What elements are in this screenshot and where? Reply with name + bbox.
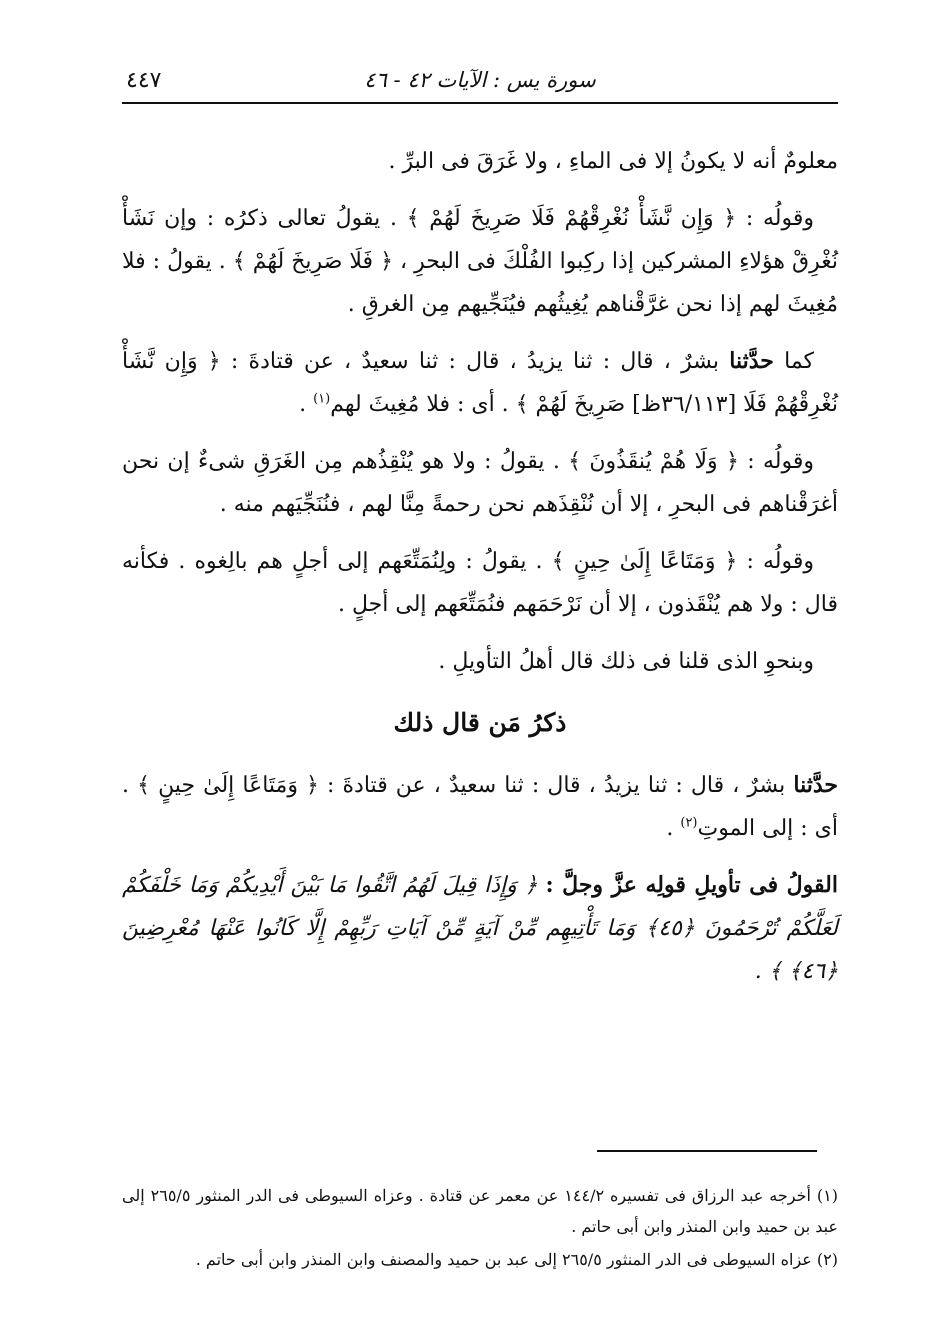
paragraph-1: معلومٌ أنه لا يكونُ إلا فى الماءِ ، ولا غَرَقَ فى البرِّ .: [388, 149, 838, 174]
paragraph-8: [122, 864, 838, 993]
main-text: [122, 140, 838, 1007]
running-header: [122, 62, 838, 104]
paragraph-2: وقولُه : ﴿ وَإِن نَّشَأْ نُغْرِقْهُمْ فَلَا صَرِيخَ لَهُمْ ﴾ . يقولُ تعالى ذكرُه : وإن نَشَأْ نُغْرِقْ هؤلاءِ المشركين إذا ركِبوا الفُلْكَ فى البحرِ ، ﴿ فَلَا صَرِيخَ لَهُمْ ﴾ . يقولُ : فلا مُغِيثَ لهم إذا نحن غرَّقْناهم يُغِيثُهم فيُنَجِّيهم مِن الغرقِ .: [122, 206, 838, 317]
paragraph-6: وبنحوِ الذى قلنا فى ذلك قال أهلُ التأويلِ .: [438, 649, 814, 674]
footnote-ref-1[interactable]: (١): [313, 391, 331, 407]
surah-title: سورة يس : الآيات ٤٢ - ٤٦: [364, 68, 596, 92]
section-heading: ذكرُ مَن قال ذلك: [393, 708, 567, 737]
footnote-divider: [597, 1150, 817, 1152]
footnotes: [122, 1180, 838, 1277]
paragraph-7-end: .: [666, 816, 681, 841]
paragraph-7-narration-bold: حدَّثنا: [793, 772, 838, 798]
paragraph-8-heading-bold: القولُ فى تأويلِ قولِه عزَّ وجلَّ :: [545, 872, 838, 898]
paragraph-7: [122, 764, 838, 850]
page-number: ٤٤٧: [126, 68, 162, 93]
footnote-1: (١) أخرجه عبد الرزاق فى تفسيره ١٤٤/٢ عن معمر عن قتادة . وعزاه السيوطى فى الدر المنثور ٢٦٥/٥ إلى عبد بن حميد وابن المنذر وابن أبى حاتم .: [122, 1186, 838, 1236]
paragraph-5: وقولُه : ﴿ وَمَتَاعًا إِلَىٰ حِينٍ ﴾ . يقولُ : ولِنُمَتِّعَهم إلى أجلٍ هم بالِغوه . فكأنه قال : ولا هم يُنْقَذون ، إلا أن نَرْحَمَهم فنُمَتِّعَهم إلى أجلٍ .: [122, 549, 838, 617]
paragraph-3-narration-bold: حدَّثنا: [729, 348, 774, 374]
paragraph-3-lead: كما: [784, 349, 815, 374]
footnote-2: (٢) عزاه السيوطى فى الدر المنثور ٢٦٥/٥ إلى عبد بن حميد والمصنف وابن المنذر وابن أبى حاتم .: [195, 1250, 838, 1269]
paragraph-8-verse: ﴿ وَإِذَا قِيلَ لَهُمُ اتَّقُوا مَا بَيْنَ أَيْدِيكُمْ وَمَا خَلْفَكُمْ لَعَلَّكُمْ تُرْحَمُونَ ﴿٤٥﴾ وَمَا تَأْتِيهِم مِّنْ آيَةٍ مِّنْ آيَاتِ رَبِّهِمْ إِلَّا كَانُوا عَنْهَا مُعْرِضِينَ ﴿٤٦﴾ ﴾ .: [122, 873, 839, 984]
paragraph-3: [122, 340, 838, 426]
paragraph-3-end: .: [299, 392, 314, 417]
paragraph-7-text: بشرٌ ، قال : ثنا يزيدُ ، قال : ثنا سعيدٌ ، عن قتادةَ : ﴿ وَمَتَاعًا إِلَىٰ حِينٍ ﴾ . أى : إلى الموتِ: [122, 773, 838, 841]
paragraph-3-text: بشرٌ ، قال : ثنا يزيدُ ، قال : ثنا سعيدٌ ، عن قتادةَ : ﴿ وَإِن نَّشَأْ نُغْرِقْهُمْ فَلَا [٣٦/١١٣ظ] صَرِيخَ لَهُمْ ﴾ . أى : فلا مُغِيثَ لهم: [122, 349, 838, 417]
footnote-ref-2[interactable]: (٢): [680, 815, 698, 831]
paragraph-4: وقولُه : ﴿ وَلَا هُمْ يُنقَذُونَ ﴾ . يقولُ : ولا هو يُنْقِذُهم مِن الغَرَقِ شىءٌ إن نحن أغرَقْناهم فى البحرِ ، إلا أن نُنْقِذَهم نحن رحمةً مِنَّا لهم ، فنُنَجِّيَهم منه .: [122, 449, 838, 517]
